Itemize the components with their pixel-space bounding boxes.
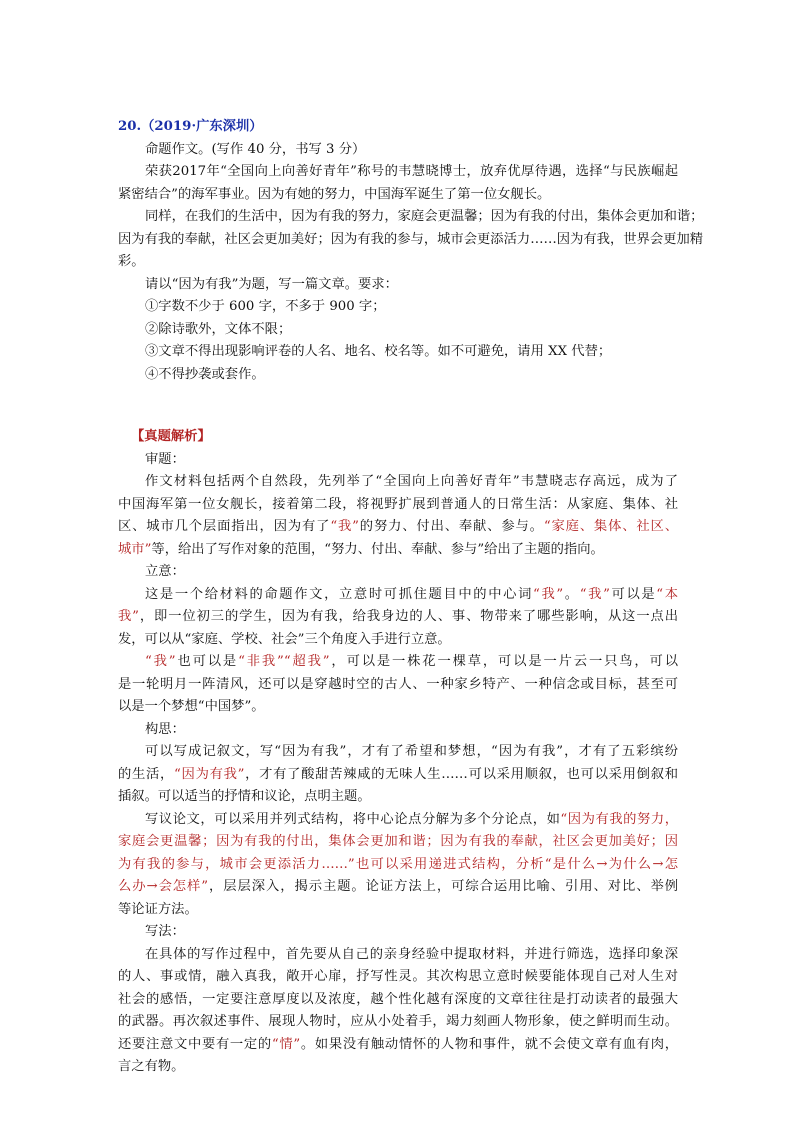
highlight: “我” (533, 586, 564, 602)
section-label-shenti: 审题： (145, 451, 185, 467)
highlight: “我” (579, 586, 610, 602)
analysis-line: 中国海军第一位女舰长，接着第二段，将视野扩展到普通人的日常生活：从家庭、集体、社 (118, 496, 678, 512)
text: 可以是 (609, 586, 657, 602)
text: 也可以是 (175, 654, 239, 669)
analysis-line: 发，可以从“家庭、学校、社会”三个角度入手进行立意。 (118, 631, 451, 647)
requirement-item: ②除诗歌外，文体不限； (145, 321, 292, 337)
analysis-line: 作文材料包括两个自然段，先列举了“全国向上向善好青年”韦慧晓志存高远，成为了 (145, 474, 678, 489)
section-label-xiefa: 写法： (145, 924, 185, 939)
requirement-item: ④不得抄袭或套作。 (145, 366, 265, 382)
material-line: 彩。 (118, 254, 145, 269)
highlight: “家庭、集体、社区、 (543, 519, 678, 534)
analysis-line: 社会的感悟，一定要注意厚度以及浓度，越个性化越有深度的文章往往是打动读者的最强大 (118, 991, 678, 1007)
analysis-line: 家庭会更温馨；因为有我的付出，集体会更加和谐；因为有我的奉献，社区会更加美好；因 (118, 834, 678, 849)
highlight: “超我” (283, 654, 330, 669)
highlight: “是什么→为什么→怎 (544, 856, 678, 872)
analysis-line (118, 876, 678, 899)
highlight: “我” (330, 519, 359, 534)
question-type-line: 命题作文。(写作 40 分，书写 3 分） (145, 141, 366, 157)
section-label-liyi: 立意： (145, 564, 185, 579)
analysis-heading-text: 【真题解析】 (131, 429, 211, 444)
text: 这是一个给材料的命题作文，立意时可抓住题目中的中心词 (145, 586, 534, 602)
analysis-line (118, 606, 678, 629)
requirement-item: ③文章不得出现影响评卷的人名、地名、校名等。如不可避免，请用 XX 代替； (145, 344, 612, 359)
highlight: 城市” (118, 541, 152, 557)
highlight: “情” (271, 1036, 301, 1052)
text: 区、城市几个层面指出，因为有了 (118, 519, 331, 534)
analysis-line: 言之有物。 (118, 1059, 185, 1074)
text: 等，给出了写作对象的范围，“努力、付出、奉献、参与”给出了主题的指向。 (151, 541, 604, 557)
analysis-heading (118, 426, 678, 449)
analysis-line (118, 584, 678, 607)
question-header (118, 116, 678, 139)
analysis-line: 可以写成记叙文，写“因为有我”，才有了希望和梦想，“因为有我”，才有了五彩缤纷 (145, 744, 678, 759)
analysis-line (118, 516, 678, 539)
highlight: “非我” (238, 654, 284, 669)
task-prompt: 请以“因为有我”为题，写一篇文章。要求： (145, 276, 398, 292)
analysis-line (118, 854, 678, 877)
text: 的努力、付出、奉献、参与。 (358, 519, 544, 534)
analysis-line (118, 764, 678, 787)
highlight: “因为有我” (174, 766, 245, 782)
text: ，才有了酸甜苦辣咸的无味人生……可以采用顺叙，也可以采用倒叙和 (244, 766, 679, 782)
analysis-line (118, 651, 678, 674)
highlight: 为有我的参与，城市会更添活力……”也可以采用递进式结构，分析 (118, 856, 545, 872)
text: 写议论文，可以采用并列式结构，将中心论点分解为多个分论点，如 (145, 811, 561, 827)
highlight: “我” (145, 654, 176, 669)
material-line: 同样，在我们的生活中，因为有我的努力，家庭会更温馨；因为有我的付出，集体会更加和谐； (145, 209, 704, 224)
material-line: 紧密结合”的海军事业。因为有她的努力，中国海军诞生了第一位女舰长。 (118, 186, 551, 202)
requirement-item: ①字数不少于 600 字，不多于 900 字； (145, 299, 386, 314)
analysis-line: 在具体的写作过程中，首先要从自己的亲身经验中提取材料，并进行筛选，选择印象深 (145, 946, 678, 962)
spacer (118, 386, 678, 426)
analysis-line: 以是一个梦想“中国梦”。 (118, 699, 265, 714)
analysis-line: 是一轮明月一阵清风，还可以是穿越时空的古人、一种家乡特产、一种信念或目标，甚至可 (118, 676, 678, 692)
analysis-line (118, 539, 678, 562)
text: 。如果没有触动情怀的人物和事件，就不会使文章有血有肉， (300, 1036, 679, 1052)
analysis-line: 插叙。可以适当的抒情和议论，点明主题。 (118, 789, 371, 804)
highlight: “本 (656, 586, 679, 602)
question-number: 20.（2019·广东深圳） (118, 119, 263, 134)
document-page (118, 116, 704, 1079)
analysis-line (118, 809, 678, 832)
text: 。 (563, 586, 580, 602)
text: 的生活， (118, 766, 175, 782)
highlight: “因为有我的努力， (560, 811, 678, 827)
analysis-line: 的人、事或情，融入真我，敞开心扉，抒写性灵。其次构思立意时候要能体现自己对人生对 (118, 969, 678, 984)
analysis-line: 等论证方法。 (118, 901, 198, 917)
text: 还要注意文中要有一定的 (118, 1036, 272, 1052)
material-line: 因为有我的奉献，社区会更加美好；因为有我的参与，城市会更添活力……因为有我，世界会更加精 (118, 231, 704, 247)
material-line: 荣获2017年“全国向上向善好青年”称号的韦慧晓博士，放弃优厚待遇，选择“与民族崛起 (145, 164, 678, 179)
text: ，即一位初三的学生，因为有我，给我身边的人、事、物带来了哪些影响，从这一点出 (138, 609, 678, 624)
highlight: 我” (118, 609, 139, 624)
highlight: 么办→会怎样” (118, 879, 209, 894)
analysis-line: 的武器。再次叙述事件、展现人物时，应从小处着手，竭力刻画人物形象，使之鲜明而生动。 (118, 1014, 678, 1029)
analysis-line (118, 1034, 678, 1057)
text: ，层层深入，揭示主题。论证方法上，可综合运用比喻、引用、对比、举例 (208, 879, 678, 894)
text: ，可以是一株花一棵草，可以是一片云一只鸟，可以 (329, 654, 678, 669)
section-label-gousi: 构思： (145, 721, 185, 737)
